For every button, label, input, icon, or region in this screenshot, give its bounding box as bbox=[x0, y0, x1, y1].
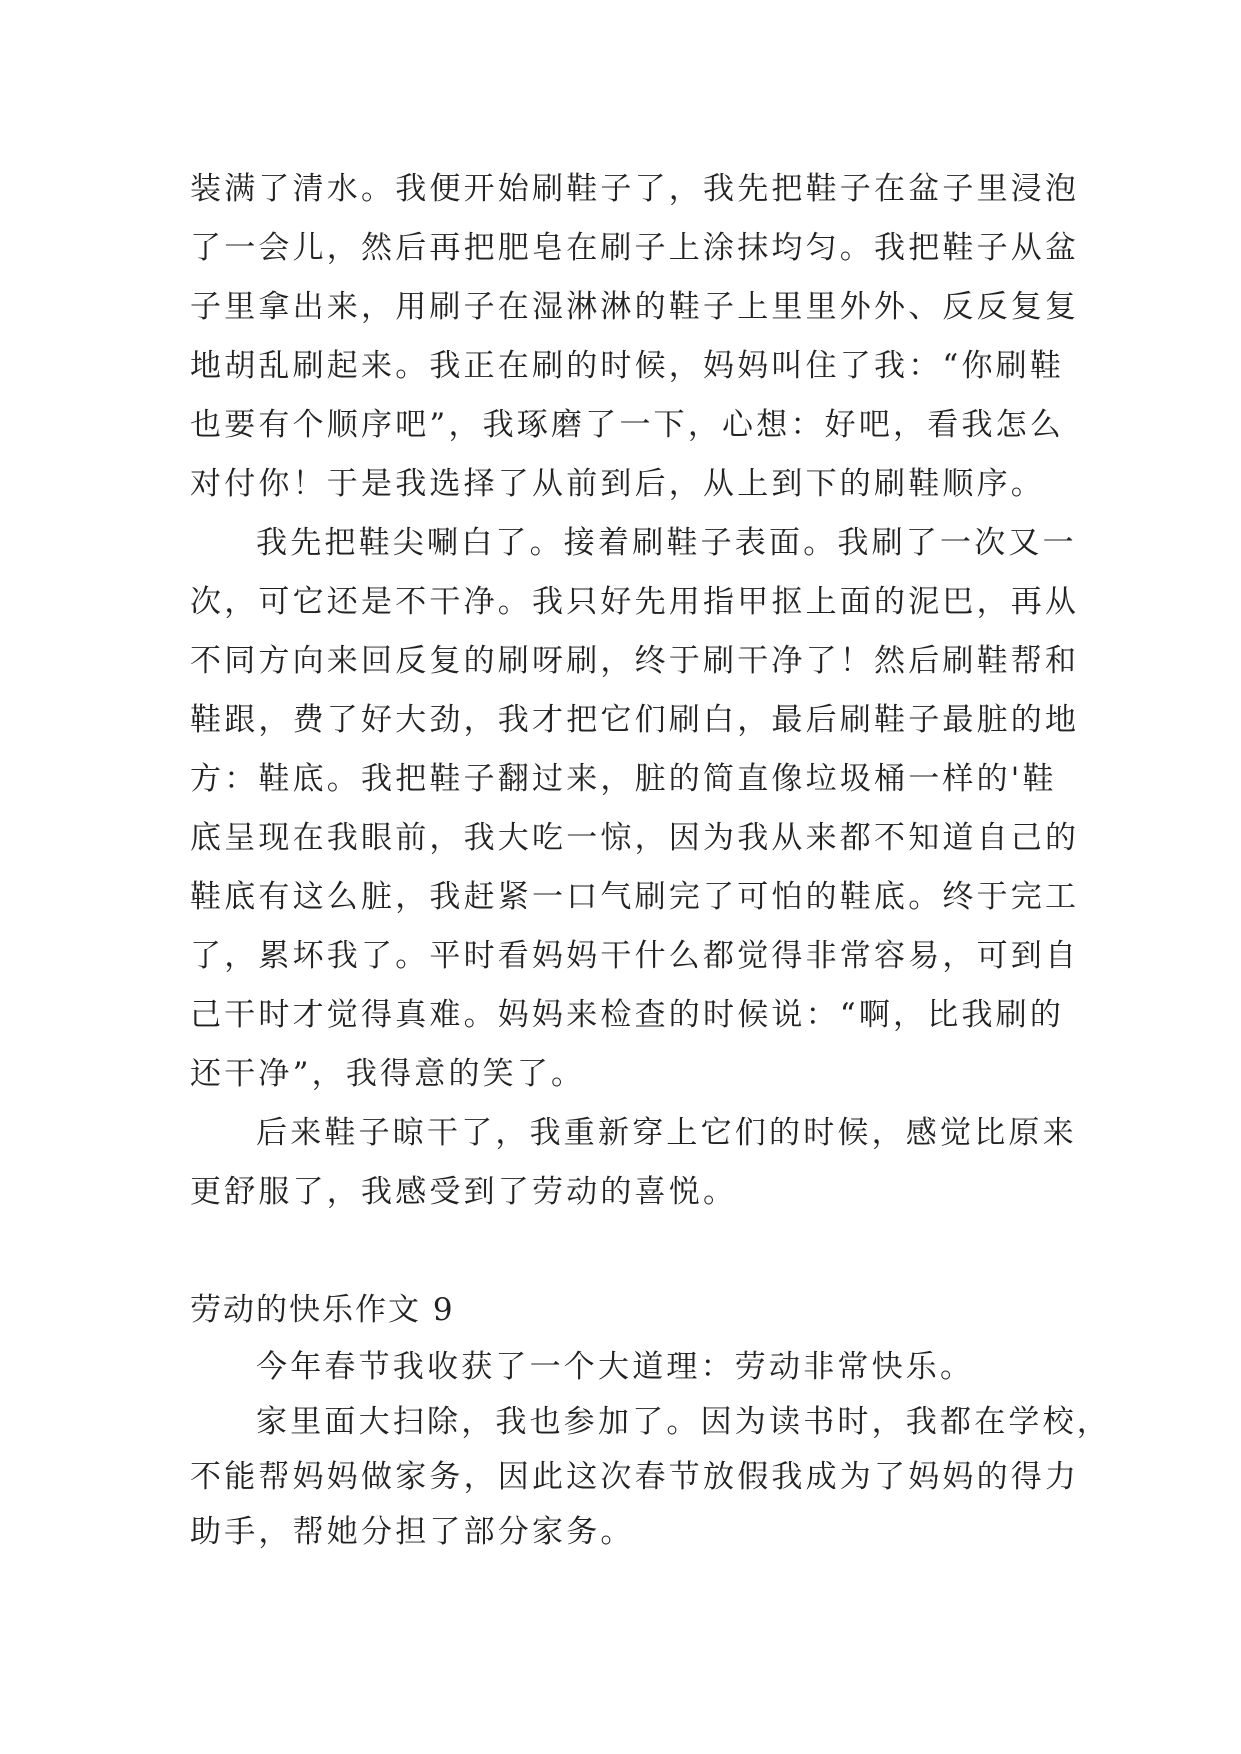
text-line: 助手，帮她分担了部分家务。 bbox=[190, 1514, 635, 1550]
text-line: 次，可它还是不干净。我只好先用指甲抠上面的泥巴，再从 bbox=[190, 584, 1080, 620]
text-line: 鞋跟，费了好大劲，我才把它们刷白，最后刷鞋子最脏的地 bbox=[190, 702, 1080, 738]
paragraph-5 bbox=[190, 1395, 1111, 1560]
text-line: 后来鞋子晾干了，我重新穿上它们的时候，感觉比原来 bbox=[256, 1115, 1077, 1151]
text-line: 不同方向来回反复的刷呀刷，终于刷干净了！然后刷鞋帮和 bbox=[190, 643, 1080, 679]
text-line: 不能帮妈妈做家务，因此这次春节放假我成为了妈妈的得力 bbox=[190, 1459, 1080, 1495]
text-line: 了一会儿，然后再把肥皂在刷子上涂抹均匀。我把鞋子从盆 bbox=[190, 230, 1080, 266]
text-line: 还干净”，我得意的笑了。 bbox=[190, 1056, 586, 1092]
paragraph-1 bbox=[190, 160, 1080, 514]
text-line: 今年春节我收获了一个大道理：劳动非常快乐。 bbox=[256, 1349, 975, 1385]
document-body bbox=[190, 160, 1111, 1560]
text-line: 方：鞋底。我把鞋子翻过来，脏的简直像垃圾桶一样的'鞋 bbox=[190, 761, 1057, 797]
paragraph-2 bbox=[190, 514, 1080, 1104]
text-line: 家里面大扫除，我也参加了。因为读书时，我都在学校， bbox=[256, 1404, 1111, 1440]
text-line: 底呈现在我眼前，我大吃一惊，因为我从来都不知道自己的 bbox=[190, 820, 1080, 856]
text-line: 鞋底有这么脏，我赶紧一口气刷完了可怕的鞋底。终于完工 bbox=[190, 879, 1080, 915]
paragraph-3 bbox=[190, 1104, 1077, 1222]
text-line: 装满了清水。我便开始刷鞋子了，我先把鞋子在盆子里浸泡 bbox=[190, 171, 1080, 207]
text-line: 己干时才觉得真难。妈妈来检查的时候说：“啊，比我刷的 bbox=[190, 997, 1065, 1033]
paragraph-4 bbox=[190, 1340, 1060, 1395]
text-line: 子里拿出来，用刷子在湿淋淋的鞋子上里里外外、反反复复 bbox=[190, 289, 1080, 325]
text-line: 我先把鞋尖唰白了。接着刷鞋子表面。我刷了一次又一 bbox=[256, 525, 1077, 561]
text-line: 地胡乱刷起来。我正在刷的时候，妈妈叫住了我：“你刷鞋 bbox=[190, 348, 1065, 384]
section-title: 劳动的快乐作文 9 bbox=[190, 1292, 455, 1328]
text-line: 也要有个顺序吧”，我琢磨了一下，心想：好吧，看我怎么 bbox=[190, 407, 1065, 443]
text-line: 了，累坏我了。平时看妈妈干什么都觉得非常容易，可到自 bbox=[190, 938, 1080, 974]
text-line: 更舒服了，我感受到了劳动的喜悦。 bbox=[190, 1174, 738, 1210]
text-line: 对付你！于是我选择了从前到后，从上到下的刷鞋顺序。 bbox=[190, 466, 1045, 502]
